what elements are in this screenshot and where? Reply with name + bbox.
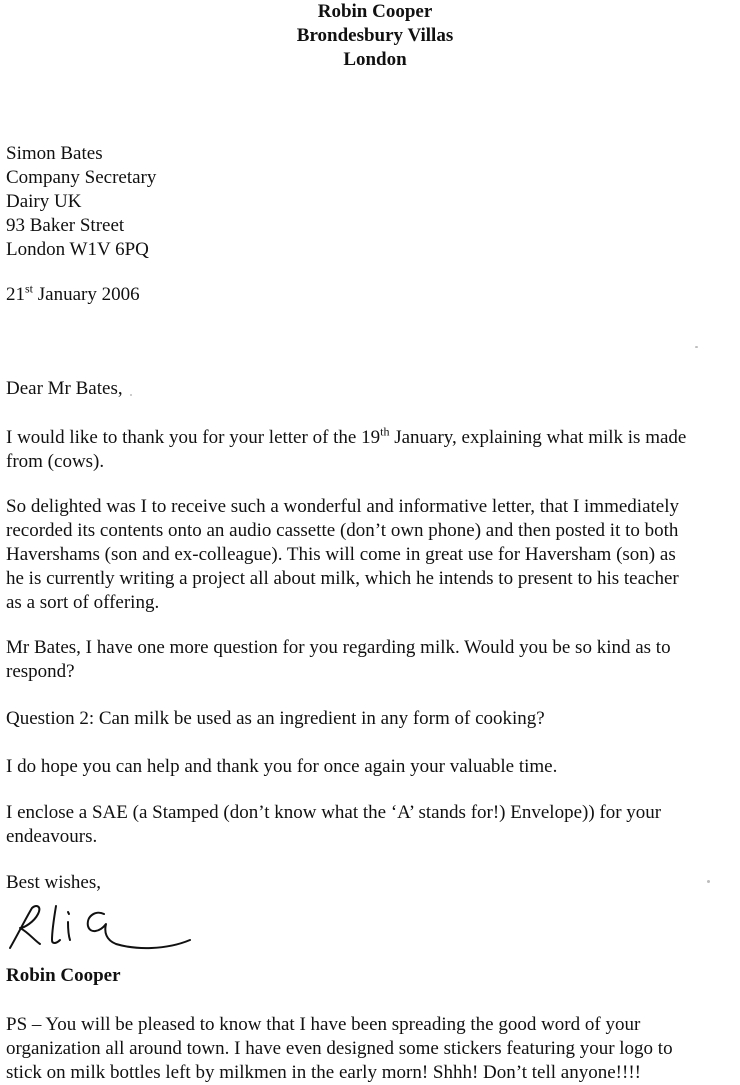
scan-speck — [695, 346, 698, 348]
paragraph-3 — [6, 636, 740, 684]
letter-date — [6, 283, 740, 307]
paragraph-4 — [6, 707, 740, 731]
p2-line3: Havershams (son and ex-colleague). This will come in great use for Haversham (son) as — [6, 544, 676, 565]
paragraph-6 — [6, 801, 740, 849]
p1-line1-sup: th — [380, 424, 390, 439]
signature-name: Robin Cooper — [6, 965, 121, 986]
p2-line4: he is currently writing a project all about milk, which he intends to present to his teacher — [6, 568, 679, 589]
recipient-title: Company Secretary — [6, 167, 157, 188]
sender-name: Robin Cooper — [317, 1, 433, 22]
sender-street: Brondesbury Villas — [296, 25, 454, 46]
p2-line5: as a sort of offering. — [6, 592, 160, 613]
paragraph-5 — [6, 755, 740, 779]
p6-line2: endeavours. — [6, 826, 98, 847]
date-suffix: st — [25, 281, 34, 296]
paragraph-1 — [6, 426, 740, 474]
scan-speck — [707, 880, 710, 883]
salutation-text: Dear Mr Bates, — [6, 378, 123, 399]
p1-line1-b: January, explaining what milk is made — [389, 427, 687, 448]
paragraph-2 — [6, 495, 740, 615]
recipient-company: Dairy UK — [6, 191, 82, 212]
recipient-city: London W1V 6PQ — [6, 239, 149, 260]
p1-line1-a: I would like to thank you for your letter of the 19 — [6, 427, 381, 448]
postscript — [6, 1013, 740, 1085]
p6-line1: I enclose a SAE (a Stamped (don’t know what the ‘A’ stands for!) Envelope)) for your — [6, 802, 662, 823]
date-day: 21 — [6, 284, 25, 305]
date-rest: January 2006 — [33, 284, 140, 305]
ps-line1: PS – You will be pleased to know that I have been spreading the good word of your — [6, 1014, 641, 1035]
closing — [6, 871, 740, 895]
p2-line2: recorded its contents onto an audio cassette (don’t own phone) and then posted it to both — [6, 520, 679, 541]
p4-line1: Question 2: Can milk be used as an ingredient in any form of cooking? — [6, 708, 545, 729]
ps-line3: stick on milk bottles left by milkmen in the early morn! Shhh! Don’t tell anyone!!!! — [6, 1062, 641, 1083]
closing-text: Best wishes, — [6, 872, 101, 893]
recipient-address — [6, 142, 740, 262]
p1-line2: from (cows). — [6, 451, 105, 472]
sender-city: London — [343, 49, 407, 70]
signature-name-block — [6, 964, 740, 988]
p5-line1: I do hope you can help and thank you for once again your valuable time. — [6, 756, 558, 777]
salutation — [6, 377, 740, 401]
p3-line2: respond? — [6, 661, 75, 682]
recipient-street: 93 Baker Street — [6, 215, 125, 236]
handwritten-signature — [6, 900, 196, 960]
p2-line1: So delighted was I to receive such a wonderful and informative letter, that I immediately — [6, 496, 679, 517]
sender-header — [0, 0, 740, 72]
ps-line2: organization all around town. I have even designed some stickers featuring your logo to — [6, 1038, 673, 1059]
p3-line1: Mr Bates, I have one more question for you regarding milk. Would you be so kind as to — [6, 637, 671, 658]
scan-speck — [130, 394, 132, 396]
recipient-name: Simon Bates — [6, 143, 103, 164]
